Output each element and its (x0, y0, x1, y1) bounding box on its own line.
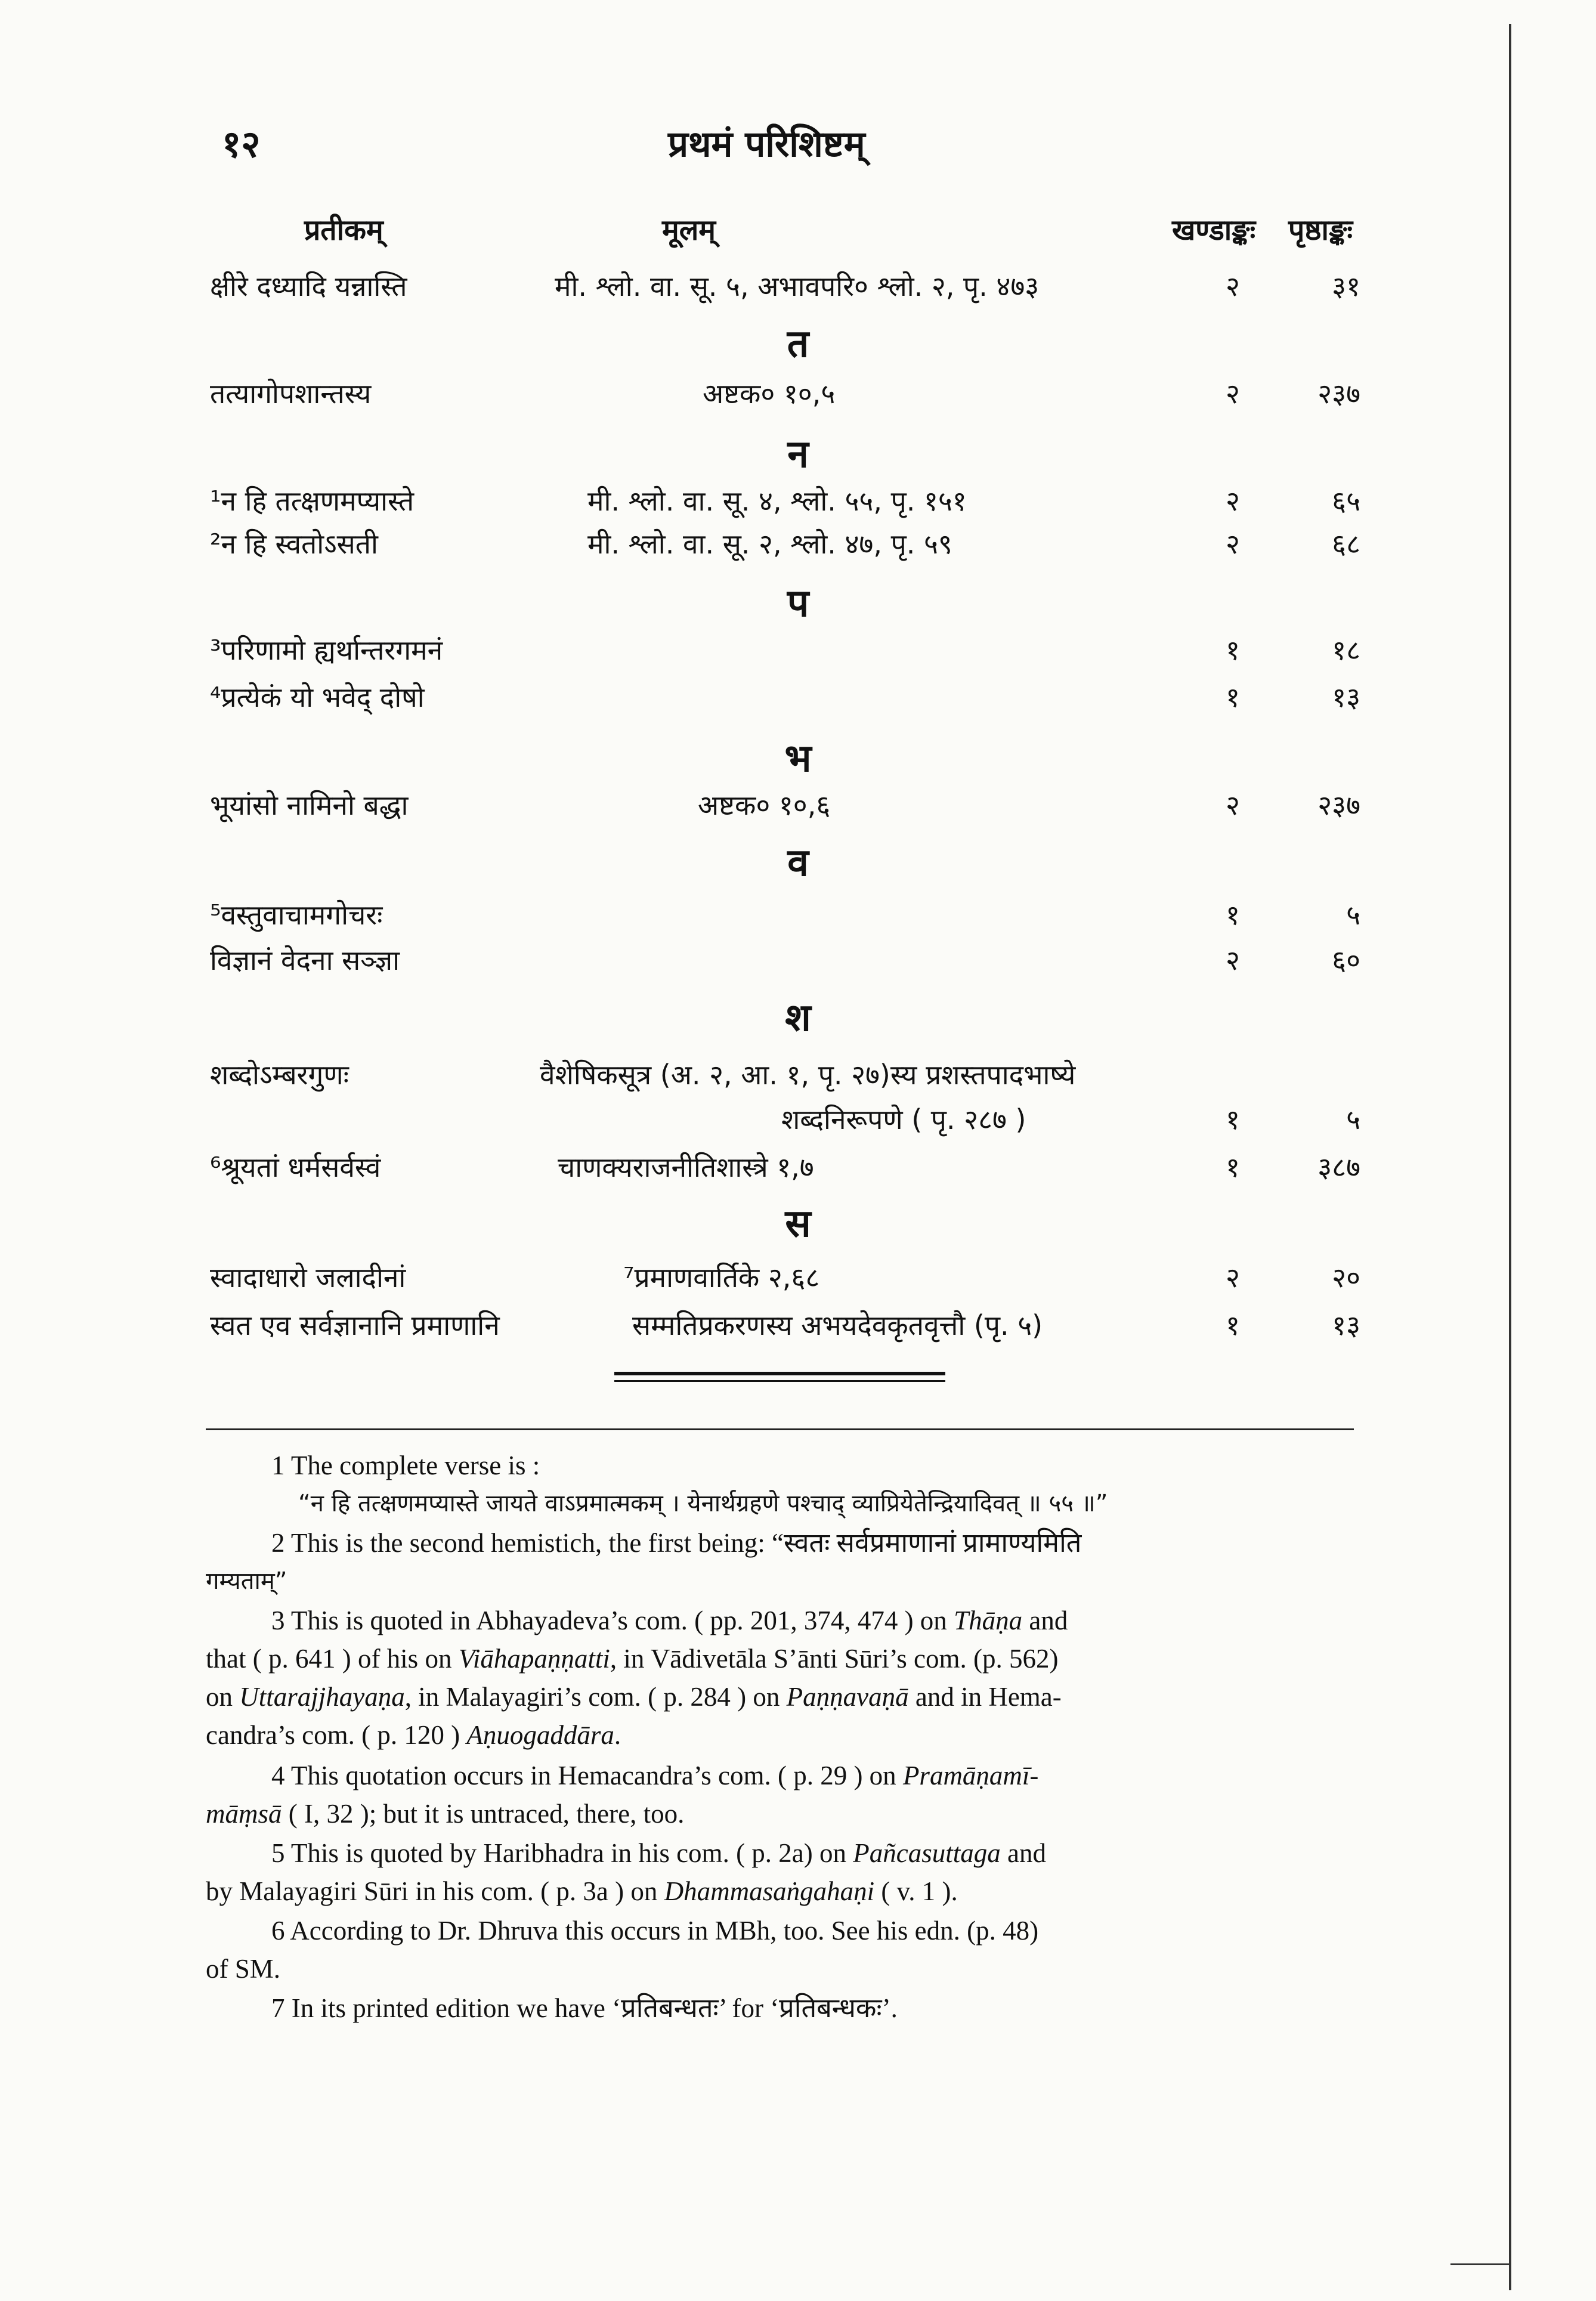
section-letter: न (787, 432, 809, 477)
entry-prishtha: २३७ (1317, 378, 1360, 410)
footnote-title: Uttarajjhayaṇa (239, 1682, 405, 1712)
entry-mula: चाणक्यराजनीतिशास्त्रे १,७ (558, 1151, 814, 1183)
footnote-7 (206, 1989, 1354, 2027)
footnote-title: Dhammasaṅgahaṇi (664, 1876, 875, 1906)
section-letter: प (787, 582, 809, 626)
entry-mula: मी. श्लो. वा. सू. ५, अभावपरि० श्लो. २, पृ. ४७३ (555, 270, 1040, 302)
entry-khanda: १ (1226, 1309, 1240, 1341)
end-rule-top (614, 1372, 945, 1375)
entry-pratika: ⁴प्रत्येकं यो भवेद् दोषो (210, 681, 425, 713)
footnote-3 (206, 1601, 1354, 1754)
footnote-text-continuation: गम्यताम्” (206, 1567, 287, 1595)
section-letter: व (787, 841, 809, 885)
entry-prishtha: ६८ (1332, 528, 1360, 560)
column-header-khanda: खण्डाङ्कः (1172, 214, 1256, 247)
entry-prishtha: ६० (1332, 944, 1360, 976)
footnote-text: . (614, 1720, 621, 1750)
entry-pratika: विज्ञानं वेदना सञ्ज्ञा (210, 944, 400, 976)
footnote-text: 4 This quotation occurs in Hemacandra’s com. ( p. 29 ) on (271, 1761, 903, 1790)
entry-pratika: ²न हि स्वतोऽसती (210, 528, 378, 560)
entry-mula: ⁷प्रमाणवार्तिके २,६८ (623, 1261, 820, 1294)
footnote-line (206, 1601, 1354, 1640)
entry-pratika: स्वत एव सर्वज्ञानानि प्रमाणानि (210, 1309, 500, 1341)
footnote-title: Aṇuogaddāra (466, 1720, 614, 1750)
entry-pratika: तत्यागोपशान्तस्य (210, 378, 372, 410)
footnote-text: by Malayagiri Sūri in his com. ( p. 3a ) on (206, 1876, 664, 1906)
entry-pratika: शब्दोऽम्बरगुणः (210, 1059, 349, 1091)
entry-prishtha: ३८७ (1317, 1151, 1360, 1183)
footnote-text: and in Hema- (908, 1682, 1062, 1712)
entry-khanda: २ (1226, 528, 1240, 560)
footnote-text: ( I, 32 ); but it is untraced, there, too. (282, 1799, 685, 1829)
footnote-text: and (1022, 1606, 1068, 1635)
column-header-pratika: प्रतीकम् (304, 214, 383, 247)
footnote-text: that ( p. 641 ) of his on (206, 1644, 459, 1674)
footnote-text: 5 This is quoted by Haribhadra in his com. ( p. 2a) on (271, 1838, 853, 1868)
entry-khanda: २ (1226, 944, 1240, 976)
entry-mula: सम्मतिप्रकरणस्य अभयदेवकृतवृत्तौ (पृ. ५) (632, 1309, 1043, 1341)
footnote-text: on (206, 1682, 240, 1712)
entry-prishtha: २० (1332, 1261, 1360, 1294)
entry-prishtha: ५ (1346, 899, 1360, 931)
entry-mula: अष्टक० १०,६ (698, 789, 831, 821)
footnote-line (206, 1640, 1354, 1678)
entry-khanda: १ (1226, 899, 1240, 931)
entry-pratika: ¹न हि तत्क्षणमप्यास्ते (210, 485, 415, 517)
entry-khanda: २ (1226, 270, 1240, 302)
entry-prishtha: ५ (1346, 1103, 1360, 1136)
page-number: १२ (222, 122, 261, 166)
footnote-text: ( v. 1 ). (874, 1876, 958, 1906)
entry-prishtha: १३ (1332, 1309, 1360, 1341)
entry-prishtha: ३१ (1332, 270, 1360, 302)
entry-pratika: क्षीरे दध्यादि यन्नास्ति (210, 270, 407, 302)
entry-pratika: भूयांसो नामिनो बद्धा (210, 789, 409, 821)
footnote-4 (206, 1756, 1354, 1833)
footnote-line (206, 1716, 1354, 1754)
entry-khanda: २ (1226, 789, 1240, 821)
entry-khanda: २ (1226, 485, 1240, 517)
entry-prishtha: २३७ (1317, 789, 1360, 821)
entry-khanda: २ (1226, 378, 1240, 410)
footnote-5 (206, 1834, 1354, 1910)
footnote-separator (206, 1428, 1354, 1430)
section-letter: श (785, 996, 811, 1040)
footnote-title: Viāhapaṇṇatti (458, 1644, 610, 1674)
column-header-prishtha: पृष्ठाङ्कः (1288, 214, 1353, 247)
entry-prishtha: १३ (1332, 681, 1360, 713)
footnote-title: Thāṇa (954, 1606, 1023, 1635)
footnote-text: candra’s com. ( p. 120 ) (206, 1720, 467, 1750)
footnote-line (206, 1678, 1354, 1716)
footnote-line (206, 1834, 1354, 1872)
entry-khanda: १ (1226, 1103, 1240, 1136)
footnote-text: and (1000, 1838, 1046, 1868)
footnote-text: 7 In its printed edition we have ‘प्रतिबन्धतः’ for ‘प्रतिबन्धकः’. (271, 1993, 898, 2023)
footnote-text: 6 According to Dr. Dhruva this occurs in MBh, too. See his edn. (p. 48) (271, 1916, 1039, 1946)
footnote-text: 3 This is quoted in Abhayadeva’s com. ( pp. 201, 374, 474 ) on (271, 1606, 954, 1635)
entry-khanda: १ (1226, 634, 1240, 666)
footnote-text: 2 This is the second hemistich, the first being: “स्वतः सर्वप्रमाणानां प्रामाण्यमिति (271, 1528, 1082, 1558)
entry-mula: मी. श्लो. वा. सू. २, श्लो. ४७, पृ. ५९ (587, 528, 952, 560)
entry-prishtha: १८ (1332, 634, 1360, 666)
footnote-title: māṃsā (206, 1799, 282, 1829)
entry-mula: मी. श्लो. वा. सू. ४, श्लो. ५५, पृ. १५१ (587, 485, 967, 517)
end-rule-bottom (614, 1380, 945, 1382)
footnote-text-continuation: of SM. (206, 1954, 281, 1984)
footnote-title: Pañcasuttaga (853, 1838, 1001, 1868)
footnote-line (206, 1756, 1354, 1795)
footnote-text: , in Malayagiri’s com. ( p. 284 ) on (404, 1682, 787, 1712)
entry-pratika: ³परिणामो ह्यर्थान्तरगमनं (210, 634, 443, 666)
footnote-1 (206, 1446, 1354, 1523)
footnote-6 (206, 1912, 1354, 1988)
entry-pratika: ⁶श्रूयतां धर्मसर्वस्वं (210, 1151, 381, 1183)
entry-pratika: ⁵वस्तुवाचामगोचरः (210, 899, 383, 931)
entry-khanda: १ (1226, 1151, 1240, 1183)
footnote-text: 1 The complete verse is : (271, 1451, 540, 1480)
footnote-line (206, 1795, 1354, 1833)
entry-khanda: १ (1226, 681, 1240, 713)
column-header-mula: मूलम् (662, 214, 716, 247)
section-letter: भ (784, 737, 812, 781)
page-title: प्रथमं परिशिष्टम् (668, 123, 865, 165)
entry-mula-continuation: शब्दनिरूपणे ( पृ. २८७ ) (781, 1103, 1026, 1136)
entry-prishtha: ६५ (1332, 485, 1360, 517)
footnote-verse: “न हि तत्क्षणमप्यास्ते जायते वाऽप्रमात्मकम् । येनार्थग्रहणे पश्चाद् व्याप्रियेतेन्द्रियादिवत् ॥ ५५ ॥” (298, 1490, 1108, 1517)
page-binding-line (1509, 24, 1511, 2290)
section-letter: त (787, 322, 809, 366)
footnote-title: Pramāṇamī- (902, 1761, 1039, 1790)
footnote-text: , in Vādivetāla S’ānti Sūri’s com. (p. 562) (610, 1644, 1059, 1674)
footnote-title: Paṇṇavaṇā (786, 1682, 909, 1712)
section-letter: स (785, 1202, 811, 1246)
entry-mula: अष्टक० १०,५ (703, 378, 836, 410)
entry-pratika: स्वादाधारो जलादीनां (210, 1261, 406, 1294)
footnote-line (206, 1872, 1354, 1910)
footnote-2 (206, 1524, 1354, 1600)
page-binding-tick (1450, 2263, 1510, 2265)
entry-mula: वैशेषिकसूत्र (अ. २, आ. १, पृ. २७)स्य प्रशस्तपादभाष्ये (540, 1059, 1076, 1091)
entry-khanda: २ (1226, 1261, 1240, 1294)
